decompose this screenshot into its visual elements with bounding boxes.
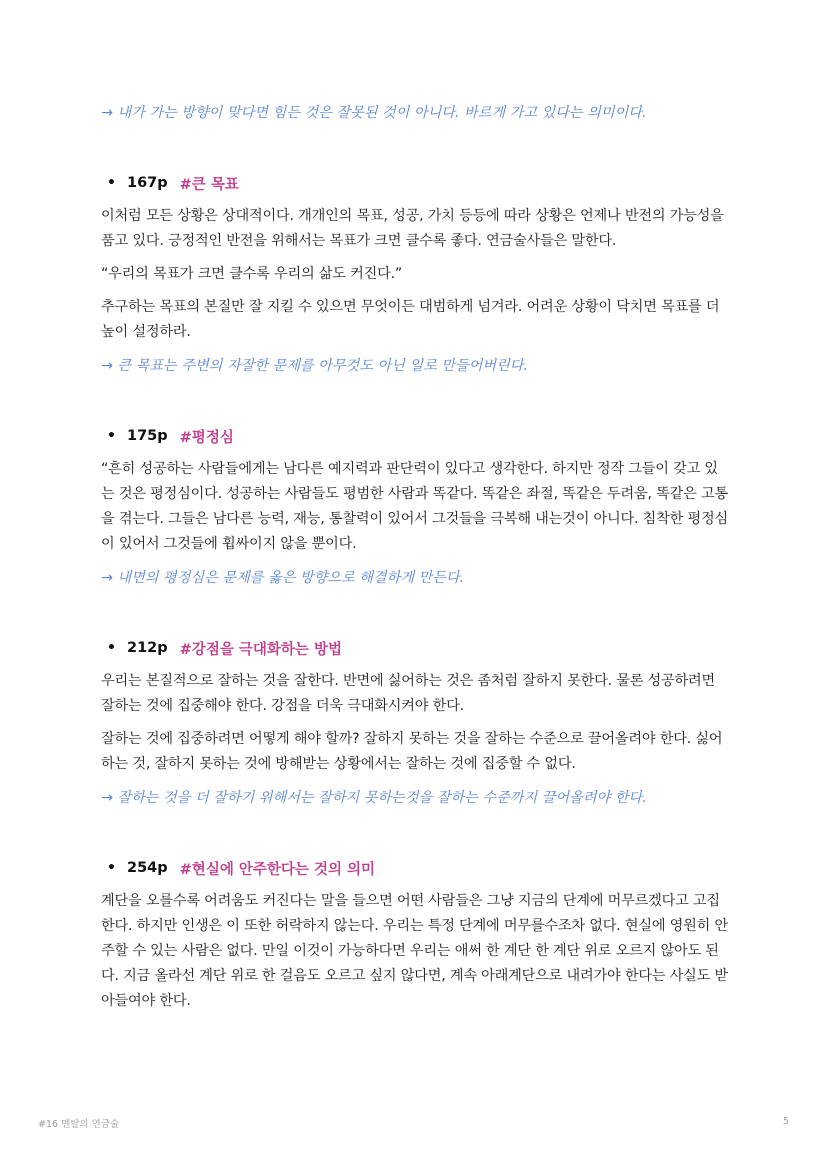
bullet-icon: • — [107, 860, 116, 876]
body-paragraph: 잘하는 것에 집중하려면 어떻게 해야 할까? 잘하지 못하는 것을 잘하는 수준으로 끌어올려야 한다. 싫어하는 것, 잘하지 못하는 것에 방해받는 상황에서는 잘하는 것에 집중할 수 없다. — [101, 731, 723, 772]
section-167p — [101, 170, 731, 379]
hashtag-link[interactable]: #강점을 극대화하는 방법 — [179, 641, 342, 658]
bullet-icon: • — [107, 428, 116, 444]
page-reference: 254p — [127, 860, 168, 876]
quote-paragraph: “우리의 목표가 크면 클수록 우리의 삶도 커진다.” — [101, 266, 403, 282]
section-heading — [101, 855, 731, 881]
page-reference: 212p — [127, 640, 168, 656]
body-paragraph: 이처럼 모든 상황은 상대적이다. 개개인의 목표, 성공, 가치 등등에 따라 상황은 언제나 반전의 가능성을 품고 있다. 긍정적인 반전을 위해서는 목표가 크면 클수록 좋다. 연금술사들은 말한다. — [101, 208, 724, 249]
section-212p — [101, 635, 731, 811]
hashtag-link[interactable]: #평정심 — [179, 429, 234, 446]
page-content — [101, 100, 731, 1022]
quote-paragraph: “흔히 성공하는 사람들에게는 남다른 예지력과 판단력이 있다고 생각한다. 하지만 정작 그들이 갖고 있는 것은 평정심이다. 성공하는 사람들도 평범한 사람과 똑같다. 똑같은 좌절, 똑같은 두려움, 똑같은 고통을 겪는다. 그들은 남다른 능력, 재능, 통찰력이 있어서 그것들을 극복해 내는것이 아니다. 침착한 평정심이 있어서 그것들에 휩싸이지 않을 뿐이다. — [101, 461, 728, 552]
body-paragraph: 추구하는 목표의 본질만 잘 지킬 수 있으면 무엇이든 대범하게 넘겨라. 어려운 상황이 닥치면 목표를 더 높이 설정하라. — [101, 299, 720, 340]
section-254p — [101, 855, 731, 1014]
section-heading — [101, 635, 731, 661]
hashtag-link[interactable]: #현실에 안주한다는 것의 의미 — [179, 861, 376, 878]
footer-page-number: 5 — [783, 1116, 790, 1127]
section-insight: → 내면의 평정심은 문제를 옳은 방향으로 해결하게 만든다. — [101, 570, 465, 586]
section-175p — [101, 423, 731, 591]
page-reference: 167p — [127, 175, 168, 191]
hashtag-link[interactable]: #큰 목표 — [179, 176, 239, 193]
bullet-icon: • — [107, 175, 116, 191]
section-insight: → 잘하는 것을 더 잘하기 위해서는 잘하지 못하는것을 잘하는 수준까지 끌어올려야 한다. — [101, 790, 647, 806]
body-paragraph: 계단을 오를수록 어려움도 커진다는 말을 들으면 어떤 사람들은 그냥 지금의 단계에 머무르겠다고 고집한다. 하지만 인생은 이 또한 허락하지 않는다. 우리는 특정 단계에 머무를수조차 없다. 현실에 영원히 안주할 수 있는 사람은 없다. 만일 이것이 가능하다면 우리는 애써 한 계단 한 계단 위로 오르지 않아도 된다. 지금 올라선 계단 위로 한 걸음도 오르고 싶지 않다면, 계속 아래계단으로 내려가야 한다는 사실도 받아들여야 한다. — [101, 893, 728, 1009]
bullet-icon: • — [107, 640, 116, 656]
page-reference: 175p — [127, 428, 168, 444]
section-heading — [101, 170, 731, 196]
intro-insight: → 내가 가는 방향이 맞다면 힘든 것은 잘못된 것이 아니다. 바르게 가고 있다는 의미이다. — [101, 105, 647, 121]
body-paragraph: 우리는 본질적으로 잘하는 것을 잘한다. 반면에 싫어하는 것은 좀처럼 잘하지 못한다. 물론 성공하려면 잘하는 것에 집중해야 한다. 강점을 더욱 극대화시켜야 한다. — [101, 673, 716, 714]
section-insight: → 큰 목표는 주변의 자잘한 문제를 아무것도 아닌 일로 만들어버린다. — [101, 358, 529, 374]
section-heading — [101, 423, 731, 449]
footer-doc-label: #16 멘탈의 연금술 — [38, 1119, 120, 1130]
